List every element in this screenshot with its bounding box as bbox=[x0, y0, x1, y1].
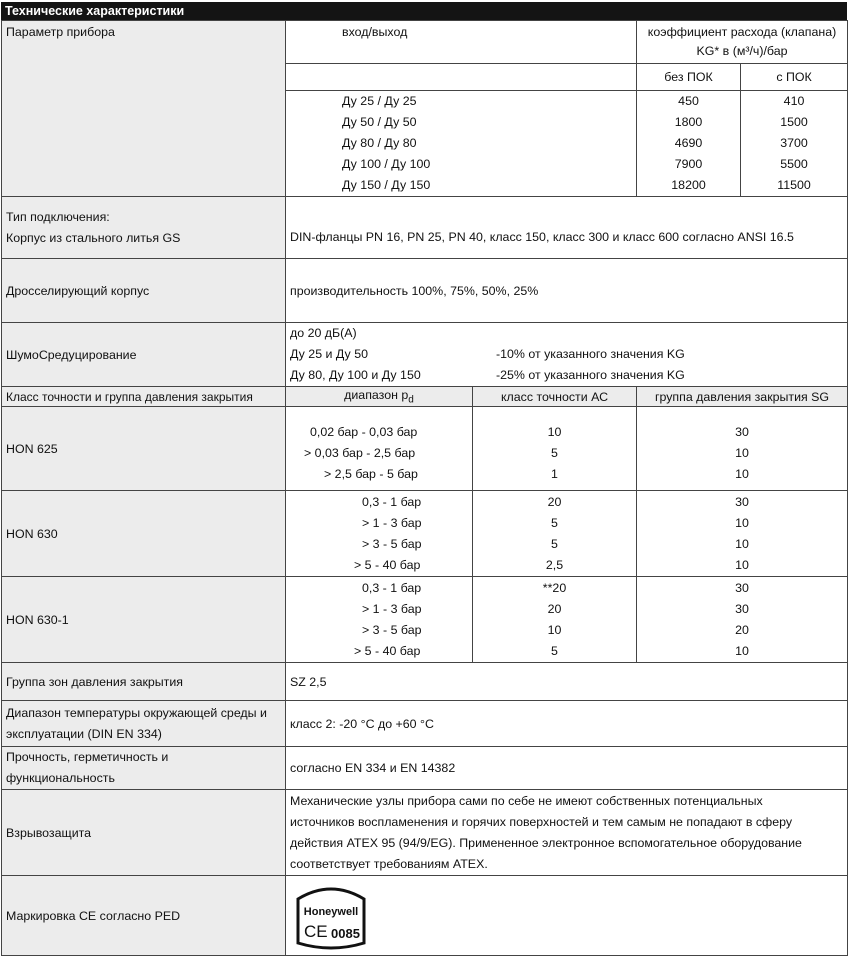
temp-label-1: Диапазон температуры окружающей среды и bbox=[6, 705, 267, 720]
noise-line-1: до 20 дБ(А) bbox=[290, 326, 357, 340]
ac-header: класс точности АС bbox=[473, 387, 637, 407]
flow-size: Ду 25 / Ду 25 bbox=[342, 94, 417, 108]
range-value: 0,3 - 1 бар bbox=[362, 580, 422, 595]
explosion-line: источников воспламенения и горячих поверхностей и тем самым не попадают в сферу bbox=[290, 814, 793, 829]
strength-label-cell bbox=[2, 747, 286, 790]
sg-value: 10 bbox=[735, 467, 749, 481]
noise-line-3 bbox=[290, 365, 843, 386]
kg-header-line1: коэффициент расхода (клапана) bbox=[647, 25, 837, 39]
ac-value: 10 bbox=[547, 425, 562, 439]
flow-value: 1800 bbox=[674, 115, 703, 129]
flow-value: 5500 bbox=[780, 157, 808, 171]
flow-value: 18200 bbox=[671, 178, 706, 192]
flow-size: Ду 150 / Ду 150 bbox=[342, 178, 431, 192]
range-value: > 3 - 5 бар bbox=[362, 536, 422, 551]
flow-size: Ду 80 / Ду 80 bbox=[342, 136, 417, 150]
sg-value: 20 bbox=[735, 622, 749, 637]
accuracy-label: Класс точности и группа давления закрытия bbox=[2, 387, 286, 407]
without-pok-header: без ПОК bbox=[637, 64, 741, 91]
temp-label-cell bbox=[2, 701, 286, 747]
logo-number: 0085 bbox=[331, 925, 360, 941]
strength-value: согласно EN 334 и EN 14382 bbox=[286, 747, 848, 790]
ac-value: 2,5 bbox=[545, 557, 564, 572]
connection-label-cell bbox=[2, 197, 286, 259]
range-value: > 5 - 40 бар bbox=[354, 557, 421, 572]
flow-value: 3700 bbox=[780, 136, 808, 150]
range-header-text: диапазон p bbox=[344, 387, 409, 402]
throttle-label: Дросселирующий корпус bbox=[2, 259, 286, 323]
ac-value: 5 bbox=[551, 643, 558, 658]
ac-value: 20 bbox=[547, 494, 562, 509]
group-sg-values bbox=[637, 407, 848, 491]
noise-line-2 bbox=[290, 344, 843, 365]
flow-value: 1500 bbox=[780, 115, 808, 129]
param-header: Параметр прибора bbox=[6, 25, 115, 39]
sg-value: 30 bbox=[735, 494, 749, 509]
flow-sizes bbox=[286, 91, 637, 197]
logo-ce: CE bbox=[304, 921, 328, 941]
honeywell-ce-logo bbox=[290, 881, 372, 951]
range-value: 0,02 бар - 0,03 бар bbox=[310, 425, 418, 439]
range-value: > 1 - 3 бар bbox=[362, 515, 422, 530]
flow-value: 11500 bbox=[777, 178, 811, 192]
flow-value: 7900 bbox=[674, 157, 703, 171]
strength-label-2: функциональность bbox=[6, 771, 115, 785]
noise-line-2-left: Ду 25 и Ду 50 bbox=[290, 347, 368, 361]
ac-value: **20 bbox=[542, 580, 567, 595]
group-name: HON 630 bbox=[2, 491, 286, 577]
ac-value: 5 bbox=[551, 515, 558, 530]
ac-value: 1 bbox=[551, 467, 558, 481]
group-ac-values bbox=[473, 577, 637, 663]
group-name: HON 630-1 bbox=[2, 577, 286, 663]
flow-value: 450 bbox=[678, 94, 699, 108]
noise-line-3-right: -25% от указанного значения KG bbox=[496, 368, 685, 382]
group-ac-values bbox=[473, 491, 637, 577]
kg-header-cell bbox=[637, 21, 848, 64]
ce-label: Маркировка CE согласно PED bbox=[2, 876, 286, 956]
sg-value: 10 bbox=[735, 446, 749, 460]
sg-value: 10 bbox=[735, 557, 749, 572]
ac-value: 5 bbox=[551, 536, 558, 551]
zone-label: Группа зон давления закрытия bbox=[2, 663, 286, 701]
section-title: Технические характеристики bbox=[1, 2, 847, 20]
flow-with-values bbox=[741, 91, 848, 197]
sg-value: 10 bbox=[735, 643, 749, 658]
range-value: 0,3 - 1 бар bbox=[362, 494, 422, 509]
range-header-sub: d bbox=[408, 394, 414, 406]
connection-label-2: Корпус из стального литья GS bbox=[6, 230, 181, 245]
with-pok-header: с ПОК bbox=[741, 64, 848, 91]
inout-header-cell bbox=[286, 21, 637, 64]
logo-brand: Honeywell bbox=[303, 905, 359, 918]
noise-value-cell bbox=[286, 323, 848, 387]
ac-value: 20 bbox=[547, 601, 562, 616]
range-value: > 2,5 бар - 5 бар bbox=[324, 467, 418, 481]
inout-header: вход/выход bbox=[342, 25, 408, 39]
zone-value: SZ 2,5 bbox=[286, 663, 848, 701]
group-ranges bbox=[286, 407, 473, 491]
noise-label bbox=[2, 323, 286, 387]
flow-value: 4690 bbox=[674, 136, 703, 150]
explosion-line: соответствует требованиям ATEX. bbox=[290, 856, 488, 871]
explosion-label: Взрывозащита bbox=[2, 790, 286, 876]
noise-line-3-left: Ду 80, Ду 100 и Ду 150 bbox=[290, 368, 421, 382]
sg-value: 10 bbox=[735, 536, 749, 551]
sg-value: 30 bbox=[735, 601, 749, 616]
connection-label-1: Тип подключения: bbox=[6, 209, 110, 224]
throttle-value: производительность 100%, 75%, 50%, 25% bbox=[286, 259, 848, 323]
range-value: > 0,03 бар - 2,5 бар bbox=[304, 446, 416, 460]
explosion-value bbox=[286, 790, 848, 876]
group-ac-values bbox=[473, 407, 637, 491]
ce-logo-cell bbox=[286, 876, 848, 956]
param-header-cell bbox=[2, 21, 286, 197]
spec-table bbox=[1, 20, 848, 956]
group-sg-values bbox=[637, 491, 848, 577]
ac-value: 10 bbox=[547, 622, 562, 637]
sg-header: группа давления закрытия SG bbox=[637, 387, 848, 407]
group-ranges bbox=[286, 577, 473, 663]
flow-value: 410 bbox=[783, 94, 805, 108]
noise-label-text: ШумоСредуцирование bbox=[6, 347, 137, 362]
blank-cell bbox=[286, 64, 637, 91]
connection-value-cell bbox=[286, 197, 848, 259]
group-sg-values bbox=[637, 577, 848, 663]
sg-value: 10 bbox=[735, 515, 749, 530]
sg-value: 30 bbox=[735, 580, 749, 595]
explosion-line: действия ATEX 95 (94/9/EG). Примененное электронное вспомогательное оборудование bbox=[290, 835, 802, 850]
explosion-line: Механические узлы прибора сами по себе не имеют собственных потенциальных bbox=[290, 793, 763, 808]
range-value: > 5 - 40 бар bbox=[354, 643, 421, 658]
group-name: HON 625 bbox=[2, 407, 286, 491]
range-value: > 1 - 3 бар bbox=[362, 601, 422, 616]
flow-without-values bbox=[637, 91, 741, 197]
ac-value: 5 bbox=[551, 446, 558, 460]
strength-label-1: Прочность, герметичность и bbox=[6, 750, 169, 764]
sg-value: 30 bbox=[735, 425, 749, 439]
temp-value: класс 2: -20 °C до +60 °C bbox=[286, 701, 848, 747]
group-ranges bbox=[286, 491, 473, 577]
kg-header-line2: KG* в (м³/ч)/бар bbox=[696, 44, 788, 58]
flow-size: Ду 100 / Ду 100 bbox=[342, 157, 431, 171]
range-header bbox=[286, 387, 473, 407]
noise-line-2-right: -10% от указанного значения KG bbox=[496, 347, 685, 361]
connection-value: DIN-фланцы PN 16, PN 25, PN 40, класс 150, класс 300 и класс 600 согласно ANSI 16.5 bbox=[290, 229, 794, 244]
temp-label-2: эксплуатации (DIN EN 334) bbox=[6, 726, 162, 741]
flow-size: Ду 50 / Ду 50 bbox=[342, 115, 417, 129]
range-value: > 3 - 5 бар bbox=[362, 622, 422, 637]
spec-page bbox=[1, 2, 847, 956]
